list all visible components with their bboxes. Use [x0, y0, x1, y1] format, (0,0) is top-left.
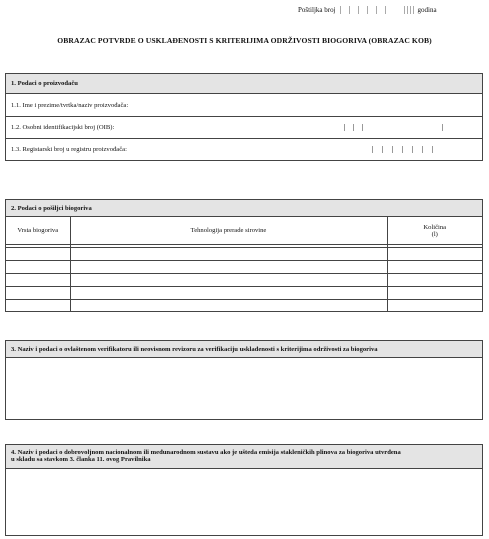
year-field[interactable] [404, 6, 414, 14]
shipment-number-label: Poštiljka broj [298, 6, 336, 14]
section-voluntary-scheme [5, 444, 483, 536]
col-quantity-label: Količina [423, 223, 447, 231]
oib-digit-boxes[interactable] [344, 124, 363, 131]
section-producer-heading: 1. Podaci o proizvođaču [6, 74, 482, 94]
cell-quantity[interactable] [387, 300, 482, 313]
voluntary-scheme-text-area[interactable] [6, 469, 482, 535]
section-verifier [5, 340, 483, 420]
shipment-number-line [298, 6, 437, 14]
cell-fuel-type[interactable] [6, 274, 70, 287]
document-title: OBRAZAC POTVRDE O USKLAĐENOSTI S KRITERIJIMA ODRŽIVOSTI BIOGORIVA (OBRAZAC KOB) [57, 36, 432, 45]
col-quantity-unit: (l) [431, 230, 438, 238]
section-voluntary-scheme-heading [6, 445, 482, 469]
col-fuel-type: Vrsta biogoriva [6, 217, 70, 245]
cell-quantity[interactable] [387, 274, 482, 287]
producer-registry-label: 1.3. Registarski broj u registru proizvođača: [11, 146, 127, 153]
table-row[interactable] [6, 248, 482, 261]
col-quantity [387, 217, 482, 245]
voluntary-scheme-heading-line2: u skladu sa stavkom 3. članka 11. ovog Pravilnika [11, 456, 151, 463]
cell-fuel-type[interactable] [6, 300, 70, 313]
producer-oib-row[interactable] [6, 117, 482, 139]
oib-digit-box-end [442, 124, 443, 131]
table-row[interactable] [6, 300, 482, 313]
section-producer [5, 73, 483, 161]
section-shipment [5, 199, 483, 312]
shipment-number-field[interactable] [340, 6, 386, 14]
cell-fuel-type[interactable] [6, 287, 70, 300]
col-processing-technology: Tehnologija prerade sirovine [70, 217, 387, 245]
voluntary-scheme-heading-line1: 4. Naziv i podaci o dobrovoljnom nacionalnom ili međunarodnom sustavu ako je ušteda emisija stakleničkih plinova za biogoriva utvrđena [11, 449, 401, 456]
cell-technology[interactable] [70, 287, 387, 300]
cell-fuel-type[interactable] [6, 261, 70, 274]
section-verifier-heading: 3. Naziv i podaci o ovlaštenom verifikatoru ili neovisnom revizoru za verifikaciju usklađenosti s kriterijima održivosti za biogoriva [6, 341, 482, 358]
cell-technology[interactable] [70, 300, 387, 313]
cell-technology[interactable] [70, 248, 387, 261]
cell-quantity[interactable] [387, 248, 482, 261]
registry-digit-boxes[interactable] [372, 146, 433, 153]
cell-quantity[interactable] [387, 287, 482, 300]
table-row[interactable] [6, 261, 482, 274]
table-row[interactable] [6, 287, 482, 300]
producer-registry-row[interactable] [6, 139, 482, 160]
cell-quantity[interactable] [387, 261, 482, 274]
shipment-table [6, 217, 482, 312]
producer-name-row[interactable] [6, 94, 482, 117]
producer-name-label: 1.1. Ime i prezime/tvrtka/naziv proizvođača: [11, 101, 129, 109]
section-shipment-heading: 2. Podaci o pošiljci biogoriva [6, 200, 482, 217]
cell-technology[interactable] [70, 274, 387, 287]
cell-fuel-type[interactable] [6, 248, 70, 261]
year-label: godina [417, 6, 437, 14]
verifier-text-area[interactable] [6, 358, 482, 419]
cell-technology[interactable] [70, 261, 387, 274]
producer-oib-label: 1.2. Osobni identifikacijski broj (OIB): [11, 124, 115, 131]
table-row[interactable] [6, 274, 482, 287]
